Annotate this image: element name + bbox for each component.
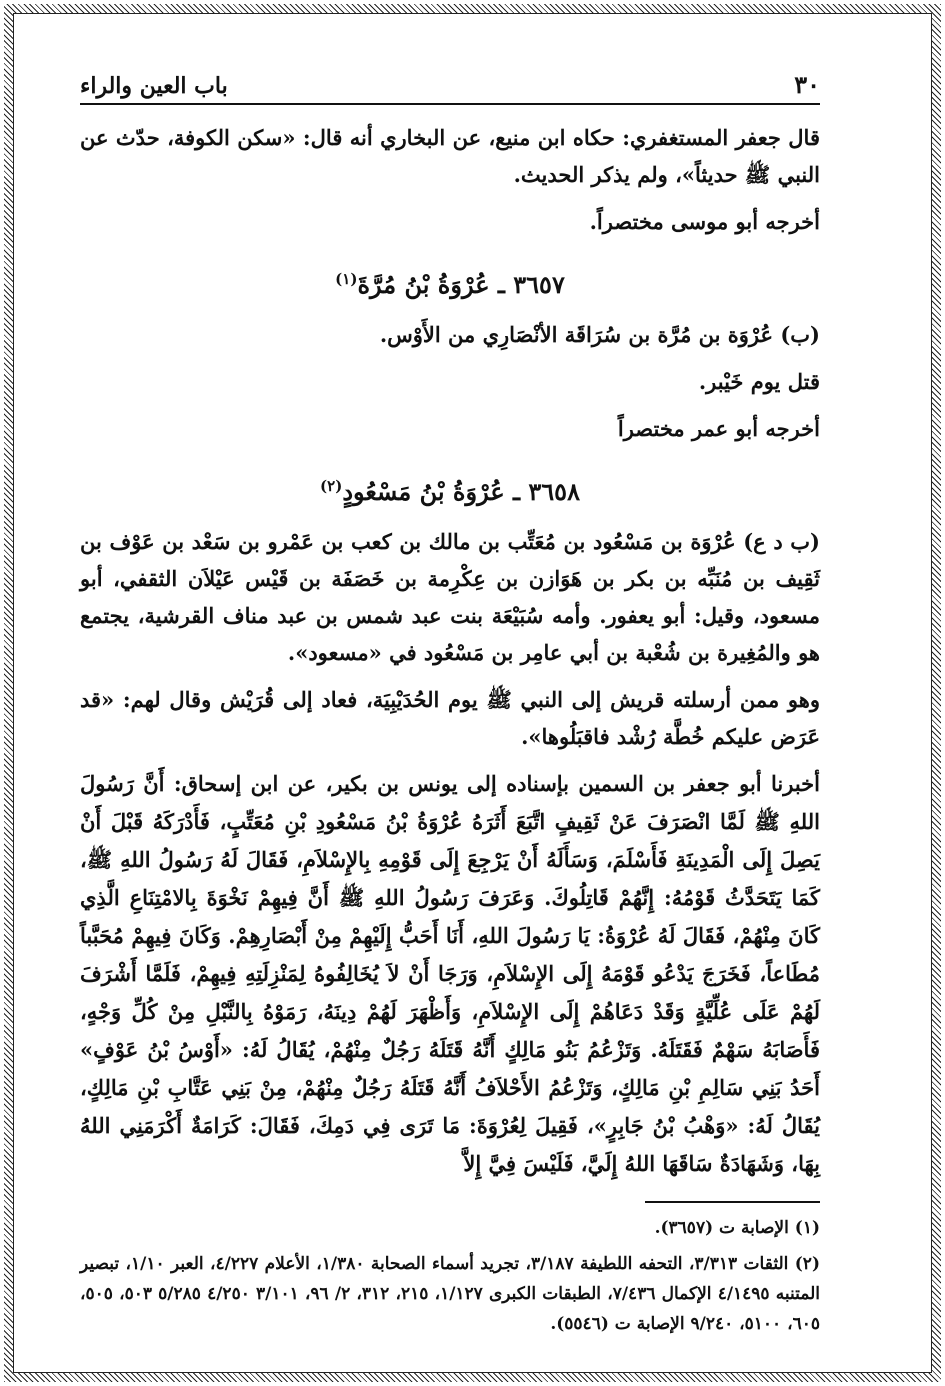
entry-3658-paragraph-1: (ب د ع) عُرْوَة بن مَسْعُود بن مُعَتِّب بن مالك بن كعب بن عَمْرو بن سَعْد بن عَوْف بن ثَقِيف بن مُنَبِّه بن بكر بن هَوَازن بن عِكْرِمة بن خَصَفَة بن قَيْس عَيْلاَن الثقفي، أبو مسعود، وقيل: أبو يعفور. وأمه سُبَيْعَة بنت عبد شمس بن عبد مناف القرشية، يجتمع هو والمُغِيرة بن شُعْبة بن أبي عامِر بن مَسْعُود في «مسعود».	[80, 529, 820, 665]
prev-entry-paragraph-1: قال جعفر المستغفري: حكاه ابن منيع، عن البخاري أنه قال: «سكن الكوفة، حدّث عن النبي ﷺ حديثاً»، ولم يذكر الحديث.	[80, 125, 820, 187]
page-body	[80, 70, 820, 1345]
entry-3658-paragraph-2: وهو ممن أرسلته قريش إلى النبي ﷺ يوم الحُدَيْبِيَة، فعاد إلى قُرَيْش وقال لهم: «قد عَرَض عليكم خُطَّة رُشْد فاقبَلُوها».	[80, 687, 820, 749]
footnote-1: (١) الإصابة ت (٣٦٥٧).	[654, 1218, 820, 1238]
footnote-2: (٢) الثقات ٣/٣١٣، التحفه اللطيفة ٣/١٨٧، تجريد أسماء الصحابة ١/٣٨٠، الأعلام ٤/٢٢٧، العبر ١/١٠، تبصير المتنبه ٤/١٤٩٥ الإكمال ٧/٤٣٦، الطبقات الكبرى ١/١٢٧، ٢١٥، ٣١٢، ٢/ ٩٦، ٣/١٠١ ٤/٢٥٠ ٥/٢٨٥ ٥٠٣، ٥٠٥، ٦٠٥، ٥١٠٠، ٩/٢٤٠ الإصابة ت (٥٥٤٦).	[80, 1254, 820, 1334]
entry-3657-paragraph-2: قتل يوم خَيْبر.	[698, 369, 820, 394]
entry-title-3657	[80, 262, 820, 302]
entry-title-text: ٣٦٥٧ ـ عُرْوَةُ بْنُ مُرَّةَ	[357, 270, 565, 299]
entry-3657-paragraph-3: أخرجه أبو عمر مختصراً	[617, 416, 820, 441]
footnote-ref-1: (١)	[335, 270, 358, 288]
entry-title-text: ٣٦٥٨ ـ عُرْوَةُ بْنُ مَسْعُودٍ	[342, 477, 580, 506]
running-header	[80, 70, 820, 105]
entry-3657-paragraph-1: (ب) عُرْوَة بن مُرَّة بن سُرَاقَة الأنْصَارِي من الأَوْس.	[379, 322, 820, 347]
entry-title-3658	[80, 469, 820, 509]
footnote-ref-2: (٢)	[320, 477, 343, 495]
chapter-title: باب العين والراء	[80, 73, 228, 99]
prev-entry-paragraph-2: أخرجه أبو موسى مختصراً.	[589, 209, 820, 234]
footnote-separator	[645, 1201, 820, 1203]
entry-3658-hadith: أخبرنا أبو جعفر بن السمين بإسناده إلى يونس بن بكير، عن ابن إسحاق: أَنَّ رَسُولَ اللهِ ﷺ لَمَّا انْصَرَفَ عَنْ ثَقِيفٍ اتَّبَعَ أَثَرَهُ عُرْوَةُ بْنُ مَسْعُودِ بْنِ مُعَتِّبٍ، فَأَدْرَكَهُ قَبْلَ أَنْ يَصِلَ إِلَى الْمَدِينَةِ فَأَسْلَمَ، وَسَأَلَهُ أَنْ يَرْجِعَ إِلَى قَوْمِهِ بِالإِسْلاَمِ، فَقَالَ لَهُ رَسُولُ اللهِ ﷺ، كَمَا يَتَحَدَّثُ قَوْمُهُ: إِنَّهُمْ قَاتِلُوكَ. وَعَرَفَ رَسُولُ اللهِ ﷺ أَنَّ فِيهِمْ نَخْوَةَ بِالامْتِنَاعِ الَّذِي كَانَ مِنْهُمْ، فَقَالَ لَهُ عُرْوَةُ: يَا رَسُولَ اللهِ، أَنَا أَحَبُّ إِلَيْهِمْ مِنْ أَبْصَارِهِمْ. وَكَانَ فِيهِمْ مُحَبَّباً مُطَاعاً، فَخَرَجَ يَدْعُو قَوْمَهُ إِلَى الإِسْلاَمِ، وَرَجَا أَنْ لاَ يُخَالِفُوهُ لِمَنْزِلَتِهِ فِيهِمْ، فَلَمَّا أَشْرَفَ لَهُمْ عَلَى عُلِّيَّةٍ وَقَدْ دَعَاهُمْ إِلَى الإِسْلاَمِ، وَأَظْهَرَ لَهُمْ دِينَهُ، رَمَوْهُ بِالنَّبْلِ مِنْ كُلِّ وَجْهٍ، فَأَصَابَهُ سَهْمٌ فَقَتَلَهُ. وَتَزْعُمُ بَنُو مَالِكٍ أَنَّهُ قَتَلَهُ رَجُلٌ مِنْهُمْ، يُقَالُ لَهُ: «أَوْسُ بْنُ عَوْفٍ» أَحَدُ بَنِي سَالِمِ بْنِ مَالِكٍ، وَتَزْعُمُ الأَحْلاَفُ أَنَّهُ قَتَلَهُ رَجُلٌ مِنْهُمْ، مِنْ بَنِي عَتَّابِ بْنِ مَالِكٍ، يُقَالُ لَهُ: «وَهْبُ بْنُ جَابِرٍ»، فَقِيلَ لِعُرْوَةَ: مَا تَرَى فِي دَمِكَ، فَقَالَ: كَرَامَةٌ أَكْرَمَنِي اللهُ بِهَا، وَشَهَادَةٌ سَاقَهَا اللهُ إِلَيَّ، فَلَيْسَ فِيَّ إِلاَّ	[80, 771, 820, 1176]
page-number: ٣٠	[794, 70, 820, 99]
